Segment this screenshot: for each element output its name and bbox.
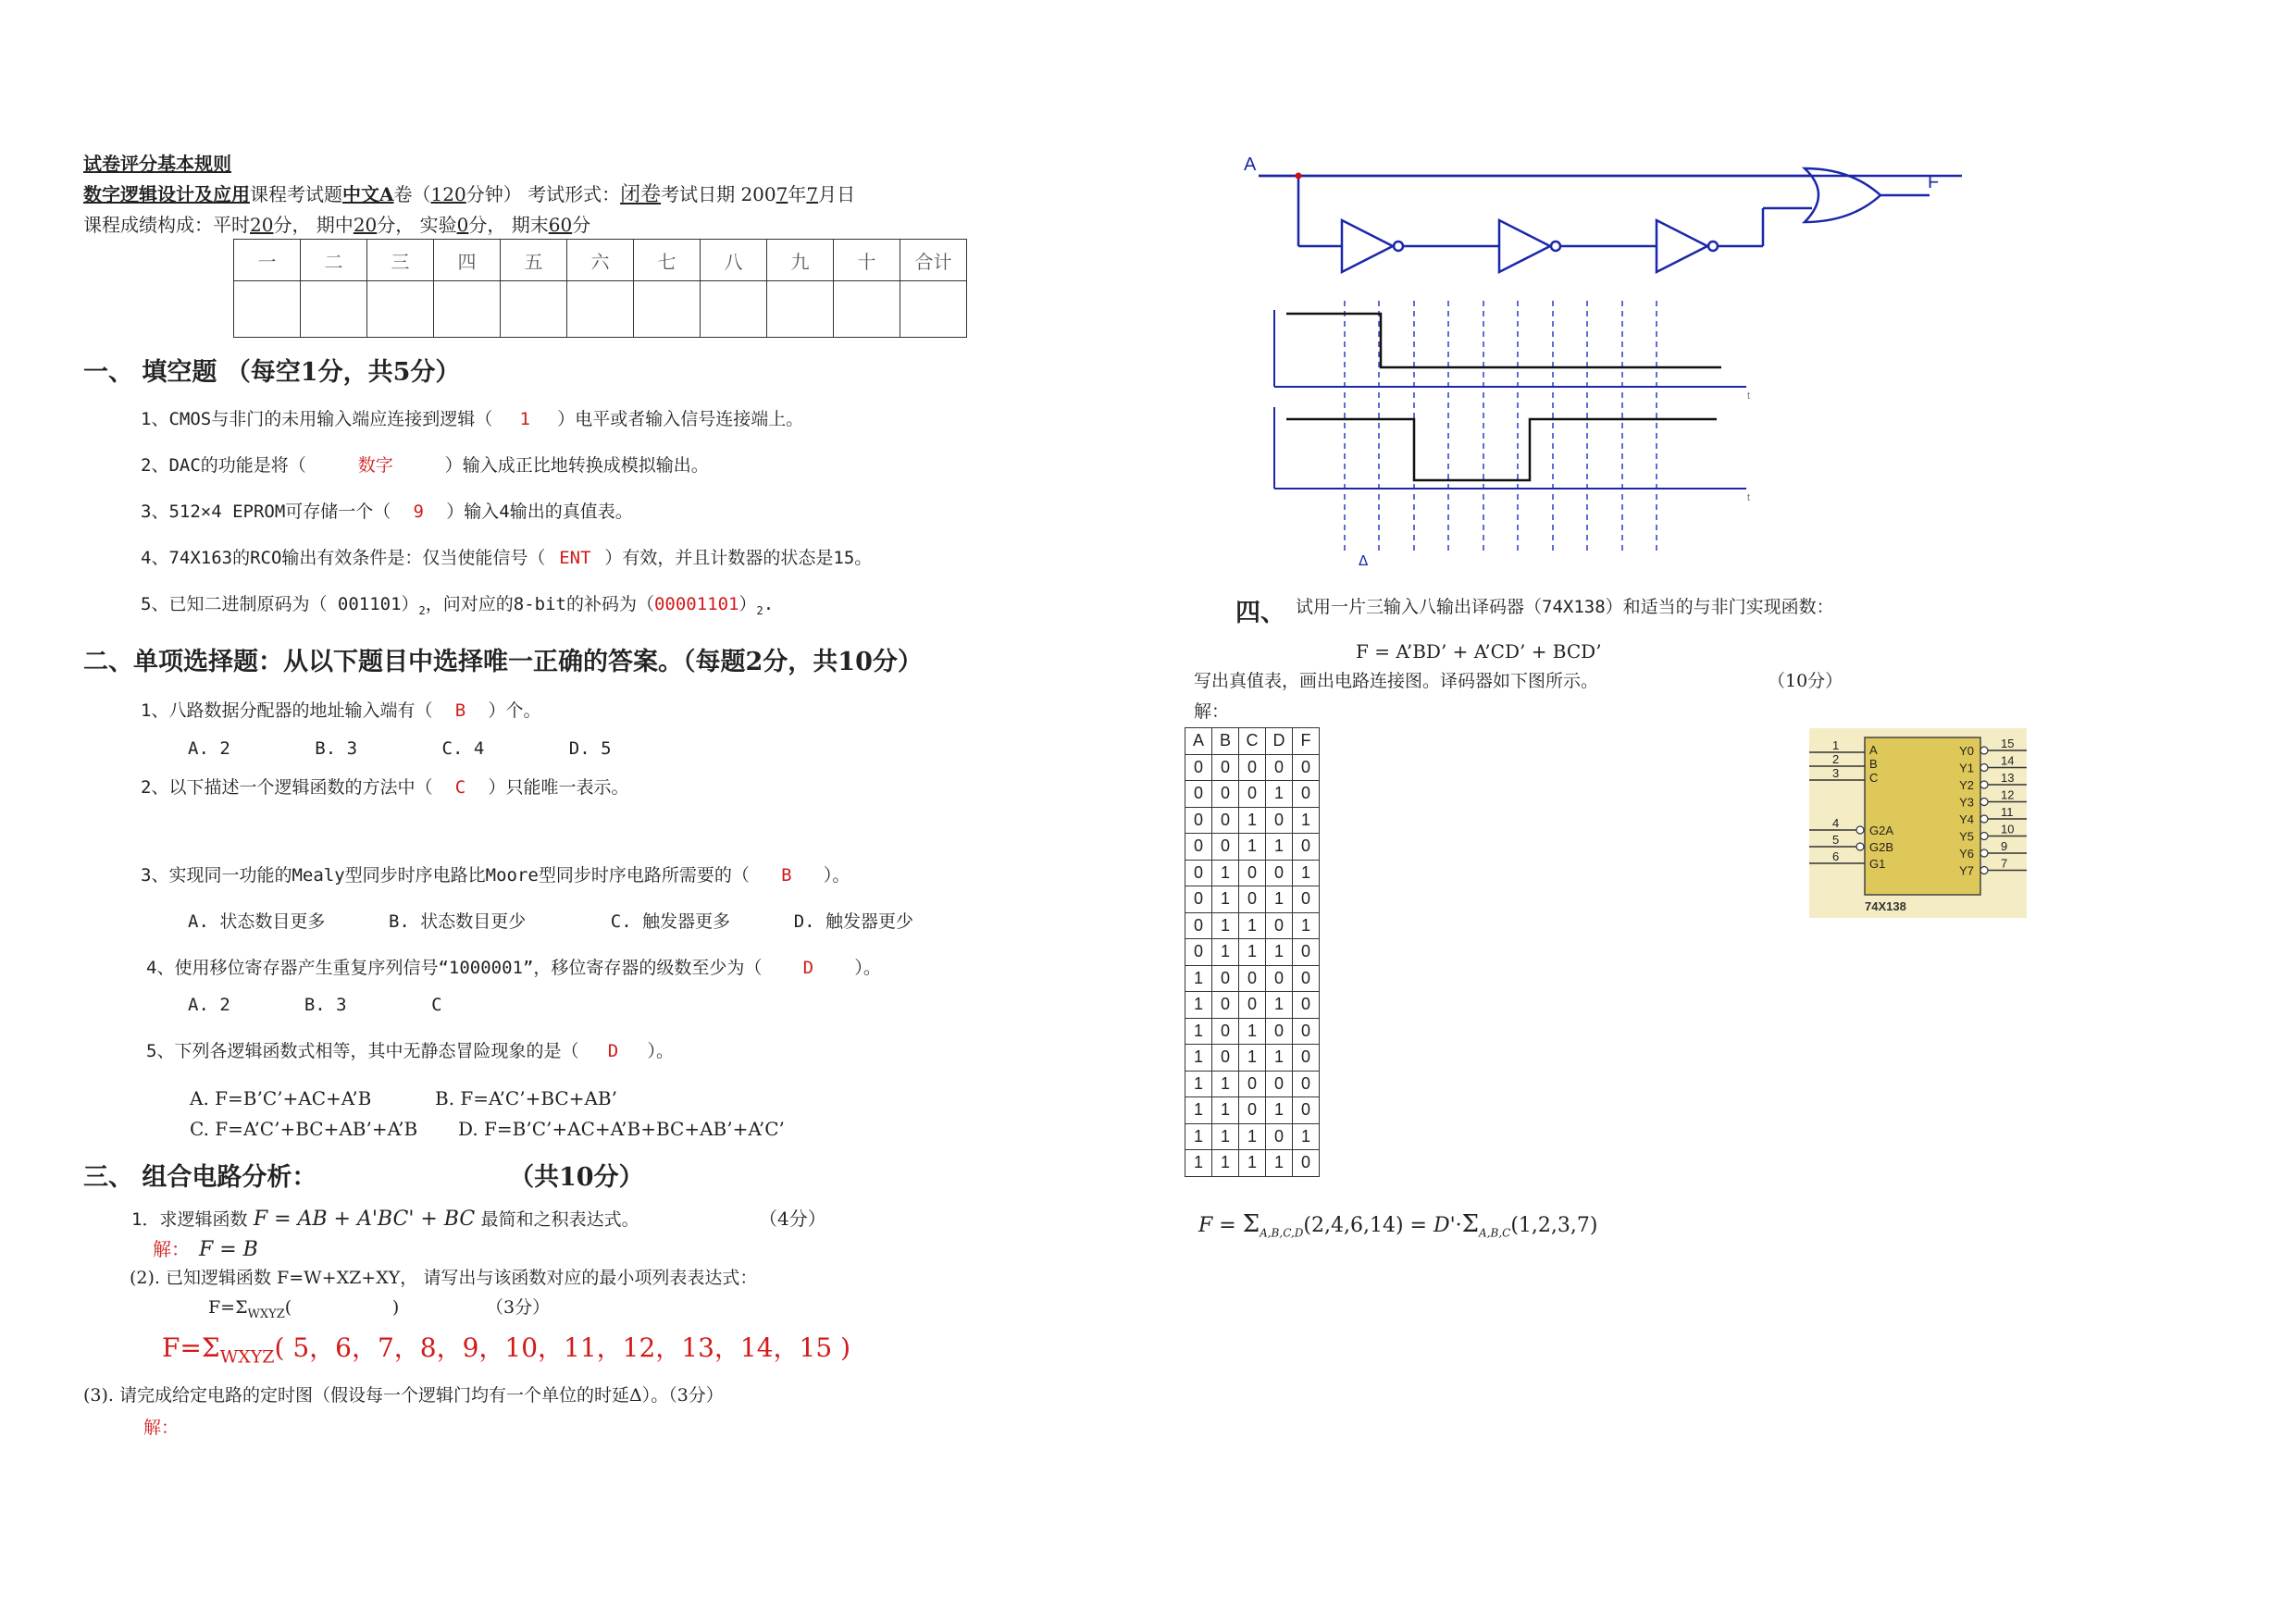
truth-table-row (1185, 781, 1320, 808)
decoder-output-label: Y1 (1959, 761, 1974, 775)
truth-cell: 1 (1293, 1123, 1320, 1150)
s3-q1: 1．求逻辑函数 F = AB + A'BC' + BC 最简和之积表达式。 (131, 1208, 639, 1231)
timing-diagram (1259, 291, 1777, 569)
truth-cell: 0 (1212, 1018, 1239, 1045)
s2-q2-answer: C (454, 777, 466, 798)
s3-q3-answer-label: 解： (143, 1418, 180, 1438)
score-input-cell[interactable] (900, 281, 967, 338)
s1-q3-answer: 9 (413, 502, 424, 522)
truth-cell: 0 (1293, 1045, 1320, 1072)
truth-cell: 1 (1185, 1071, 1212, 1097)
truth-cell: 1 (1239, 939, 1266, 966)
truth-cell: 1 (1293, 860, 1320, 886)
truth-cell: 0 (1266, 860, 1293, 886)
truth-cell: 1 (1239, 834, 1266, 861)
truth-cell: 0 (1212, 992, 1239, 1019)
truth-cell: 1 (1185, 1045, 1212, 1072)
truth-cell: 0 (1293, 754, 1320, 781)
score-input-cell[interactable] (501, 281, 567, 338)
score-header-cell: 一 (234, 240, 301, 281)
truth-cell: 1 (1266, 834, 1293, 861)
truth-cell: 0 (1212, 754, 1239, 781)
truth-cell: 1 (1185, 1123, 1212, 1150)
truth-cell: 1 (1293, 807, 1320, 834)
s4-score: （10分） (1768, 671, 1843, 691)
s4-function: F = A’BD’ + A’CD’ + BCD’ (1356, 640, 1602, 663)
truth-cell: 1 (1239, 1150, 1266, 1177)
truth-cell: 1 (1212, 886, 1239, 913)
t-axis-label-2: t (1747, 492, 1751, 503)
score-input-cell[interactable] (301, 281, 367, 338)
truth-cell: 0 (1266, 807, 1293, 834)
truth-table-row (1185, 886, 1320, 913)
truth-cell: 1 (1239, 1018, 1266, 1045)
truth-table-row (1185, 965, 1320, 992)
score-header-cell: 七 (634, 240, 701, 281)
s2-q5-option-a: A. F=B’C’+AC+A’B (190, 1087, 372, 1109)
s3-q1-answer: 解： F = B (153, 1238, 258, 1261)
truth-cell: 1 (1185, 992, 1212, 1019)
truth-cell: 0 (1266, 754, 1293, 781)
score-header-cell: 九 (767, 240, 834, 281)
truth-cell: 1 (1266, 992, 1293, 1019)
truth-cell: 1 (1185, 965, 1212, 992)
s1-q4: 4、74X163的RCO输出有效条件是：仅当使能信号（ ENT ）有效，并且计数器的状态是15。 (141, 548, 873, 568)
truth-cell: 0 (1293, 1097, 1320, 1124)
s1-q1-answer: 1 (519, 409, 530, 429)
truth-table-row (1185, 992, 1320, 1019)
truth-table-row (1185, 807, 1320, 834)
truth-cell: 0 (1239, 781, 1266, 808)
s3-q2: (2). 已知逻辑函数 F=W+XZ+XY， 请写出与该函数对应的最小项列表表达式： (130, 1268, 758, 1288)
truth-cell: 1 (1185, 1018, 1212, 1045)
s3-q1-expression: F = AB + A'BC' + BC (253, 1208, 476, 1231)
truth-cell: 0 (1239, 754, 1266, 781)
t-axis-label-1: t (1747, 390, 1751, 402)
truth-cell: 1 (1266, 781, 1293, 808)
truth-header-cell: D (1266, 728, 1293, 755)
s4-result-expression: $F = \Sigma_{A,B,C,D}(2,4,6,14) = D'\cdot\Sigma_{A,B,C}(1,2,3,7)$ (1198, 1210, 1598, 1240)
truth-cell: 0 (1185, 912, 1212, 939)
score-input-cell[interactable] (634, 281, 701, 338)
truth-cell: 0 (1293, 1150, 1320, 1177)
truth-cell: 0 (1212, 807, 1239, 834)
s2-q3-options: A. 状态数目更多 B. 状态数目更少 C. 触发器更多 D. 触发器更少 (188, 911, 914, 932)
score-input-cell[interactable] (234, 281, 301, 338)
circuit-input-label: A (1244, 155, 1257, 175)
s2-q4: 4、使用移位寄存器产生重复序列信号“1000001”，移位寄存器的级数至少为（ D ）。 (146, 958, 881, 978)
section1-title: 一、 填空题 （每空1分，共5分） (83, 358, 461, 387)
s4-instruction: 写出真值表，画出电路连接图。译码器如下图所示。 (1194, 671, 1599, 691)
truth-table-row (1185, 1071, 1320, 1097)
decoder-enable-pin-number: 5 (1832, 833, 1840, 847)
truth-cell: 1 (1293, 912, 1320, 939)
truth-cell: 0 (1212, 781, 1239, 808)
s2-q1-options: A. 2 B. 3 C. 4 D. 5 (188, 738, 612, 759)
section4-title: 四、 (1235, 599, 1285, 627)
decoder-input-pin-number: 2 (1832, 752, 1840, 766)
decoder-74x138 (1809, 728, 2027, 918)
truth-cell: 0 (1293, 834, 1320, 861)
truth-cell: 1 (1185, 1150, 1212, 1177)
truth-table-row (1185, 1150, 1320, 1177)
truth-cell: 1 (1266, 1150, 1293, 1177)
s1-q2: 2、DAC的功能是将（ 数字 ）输入成正比地转换成模拟输出。 (141, 455, 709, 476)
truth-cell: 0 (1293, 886, 1320, 913)
truth-cell: 0 (1185, 754, 1212, 781)
decoder-output-pin-number: 13 (2001, 771, 2015, 785)
s1-q4-answer: ENT (559, 548, 591, 568)
exam-title: 试卷评分基本规则 (83, 153, 231, 175)
score-header-cell: 十 (834, 240, 900, 281)
score-input-cell[interactable] (834, 281, 900, 338)
truth-table-row (1185, 1045, 1320, 1072)
s2-q5-option-b: B. F=A’C’+BC+AB’ (435, 1087, 617, 1109)
truth-cell: 0 (1239, 1071, 1266, 1097)
truth-cell: 0 (1212, 965, 1239, 992)
s4-answer-label: 解： (1194, 701, 1230, 722)
decoder-output-label: Y7 (1959, 863, 1974, 878)
score-header-cell: 八 (701, 240, 767, 281)
truth-cell: 0 (1185, 781, 1212, 808)
truth-cell: 1 (1212, 1097, 1239, 1124)
truth-cell: 1 (1212, 1123, 1239, 1150)
truth-cell: 0 (1266, 912, 1293, 939)
s3-q3: (3). 请完成给定电路的定时图（假设每一个逻辑门均有一个单位的时延Δ）。（3分） (83, 1385, 724, 1406)
truth-table-row (1185, 1097, 1320, 1124)
truth-cell: 0 (1185, 860, 1212, 886)
score-header-cell: 三 (367, 240, 434, 281)
truth-cell: 0 (1185, 807, 1212, 834)
decoder-output-pin-number: 7 (2001, 856, 2008, 871)
decoder-output-pin-number: 10 (2001, 822, 2015, 836)
decoder-enable-pin-number: 4 (1832, 816, 1840, 830)
score-input-cell[interactable] (567, 281, 634, 338)
truth-header-cell: A (1185, 728, 1212, 755)
exam-info-line: 数字逻辑设计及应用课程考试题中文A卷（120分钟） 考试形式：闭卷考试日期 2007年7月日 (83, 183, 856, 206)
decoder-input-pin-number: 1 (1832, 738, 1840, 752)
score-input-cell[interactable] (434, 281, 501, 338)
decoder-output-pin-number: 9 (2001, 839, 2008, 853)
s3-q2-answer: $F=\Sigma_{WXYZ}$( 5，6，7，8，9，10，11，12，13，14，15 ) (162, 1332, 850, 1368)
truth-cell: 1 (1239, 912, 1266, 939)
decoder-output-label: Y0 (1959, 744, 1974, 758)
truth-cell: 1 (1185, 1097, 1212, 1124)
truth-cell: 0 (1239, 1097, 1266, 1124)
truth-cell: 1 (1212, 912, 1239, 939)
s1-q5: 5、已知二进制原码为（ $001101)_2$，问对应的8-bit的补码为$(00001101)_2$. (141, 594, 775, 617)
truth-cell: 1 (1212, 1071, 1239, 1097)
decoder-output-label: Y5 (1959, 829, 1974, 844)
truth-cell: 0 (1293, 1071, 1320, 1097)
truth-cell: 0 (1293, 965, 1320, 992)
decoder-output-pin-number: 15 (2001, 737, 2015, 750)
decoder-input-pin-number: 3 (1832, 766, 1840, 780)
decoder-chip-name: 74X138 (1865, 899, 1906, 913)
s3-q1-score: （4分） (759, 1208, 826, 1230)
truth-cell: 0 (1266, 1071, 1293, 1097)
score-table (233, 239, 967, 338)
s1-q2-answer: 数字 (357, 455, 393, 476)
score-header-cell: 六 (567, 240, 634, 281)
s2-q5-answer: D (607, 1041, 619, 1061)
s2-q4-options: A. 2 B. 3 C (188, 995, 442, 1015)
score-header-cell: 四 (434, 240, 501, 281)
circuit-output-label: F (1928, 172, 1940, 192)
grade-composition: 课程成绩构成：平时20分， 期中20分， 实验0分， 期末60分 (83, 214, 591, 236)
truth-cell: 0 (1293, 992, 1320, 1019)
truth-table-row (1185, 860, 1320, 886)
truth-cell: 1 (1212, 939, 1239, 966)
truth-cell: 0 (1239, 965, 1266, 992)
decoder-output-label: Y2 (1959, 778, 1974, 792)
score-input-cell[interactable] (367, 281, 434, 338)
truth-table-row (1185, 834, 1320, 861)
s1-q3: 3、512×4 EPROM可存储一个（ 9 ）输入4输出的真值表。 (141, 502, 633, 522)
truth-cell: 0 (1212, 1045, 1239, 1072)
truth-header-cell: B (1212, 728, 1239, 755)
decoder-output-label: Y6 (1959, 847, 1974, 861)
truth-cell: 0 (1293, 1018, 1320, 1045)
s1-q5-answer: 00001101 (653, 594, 739, 614)
decoder-output-pin-number: 12 (2001, 787, 2015, 802)
score-header-cell: 二 (301, 240, 367, 281)
score-header-cell: 五 (501, 240, 567, 281)
decoder-input-label: B (1869, 757, 1878, 771)
s2-q4-answer: D (802, 958, 814, 978)
s2-q1: 1、八路数据分配器的地址输入端有（ B ）个。 (141, 700, 541, 721)
truth-cell: 0 (1266, 1123, 1293, 1150)
s3-q2-form: $F=\Sigma_{WXYZ}$( ) (208, 1297, 400, 1321)
truth-cell: 1 (1266, 886, 1293, 913)
truth-table-row (1185, 754, 1320, 781)
section3-title: 三、 组合电路分析： (83, 1163, 317, 1192)
truth-cell: 0 (1293, 939, 1320, 966)
s4-text: 试用一片三输入八输出译码器（74X138）和适当的与非门实现函数： (1296, 597, 1834, 617)
truth-cell: 0 (1239, 860, 1266, 886)
s2-q2: 2、以下描述一个逻辑函数的方法中（ C ）只能唯一表示。 (141, 777, 629, 798)
truth-table-row (1185, 912, 1320, 939)
decoder-output-label: Y4 (1959, 812, 1974, 826)
score-input-cell[interactable] (701, 281, 767, 338)
decoder-enable-label: G1 (1869, 857, 1886, 871)
s2-q3-answer: B (781, 865, 792, 886)
score-header-cell: 合计 (900, 240, 967, 281)
truth-table-row (1185, 1018, 1320, 1045)
score-input-cell[interactable] (767, 281, 834, 338)
section3-points: （共10分） (509, 1163, 644, 1192)
truth-header-cell: F (1293, 728, 1320, 755)
s2-q3: 3、实现同一功能的Mealy型同步时序电路比Moore型同步时序电路所需要的（ B ）。 (141, 865, 850, 886)
truth-cell: 1 (1239, 1045, 1266, 1072)
truth-cell: 0 (1239, 992, 1266, 1019)
truth-table-row (1185, 939, 1320, 966)
truth-cell: 1 (1266, 1045, 1293, 1072)
decoder-output-label: Y3 (1959, 795, 1974, 810)
section2-title: 二、单项选择题：从以下题目中选择唯一正确的答案。（每题2分，共10分） (83, 648, 923, 676)
truth-cell: 0 (1266, 1018, 1293, 1045)
truth-cell: 1 (1266, 939, 1293, 966)
truth-cell: 0 (1266, 965, 1293, 992)
decoder-enable-label: G2B (1869, 840, 1894, 854)
s2-q5-option-c: C. F=A’C’+BC+AB’+A’B (190, 1118, 418, 1140)
decoder-input-label: A (1869, 743, 1878, 757)
s2-q5-option-d: D. F=B’C’+AC+A’B+BC+AB’+A’C’ (458, 1118, 785, 1140)
s1-q1: 1、CMOS与非门的未用输入端应连接到逻辑（ 1 ）电平或者输入信号连接端上。 (141, 409, 804, 429)
truth-cell: 1 (1212, 1150, 1239, 1177)
truth-cell: 0 (1293, 781, 1320, 808)
truth-cell: 1 (1212, 860, 1239, 886)
truth-cell: 1 (1239, 1123, 1266, 1150)
decoder-input-label: C (1869, 771, 1879, 785)
s2-q5: 5、下列各逻辑函数式相等，其中无静态冒险现象的是（ D ）。 (146, 1041, 674, 1061)
truth-cell: 0 (1185, 939, 1212, 966)
decoder-enable-label: G2A (1869, 824, 1894, 837)
truth-cell: 0 (1239, 886, 1266, 913)
decoder-output-pin-number: 11 (2001, 805, 2014, 819)
delta-label: Δ (1359, 552, 1369, 569)
truth-header-cell: C (1239, 728, 1266, 755)
s3-q2-score: （3分） (486, 1297, 551, 1318)
truth-cell: 0 (1212, 834, 1239, 861)
truth-table-row (1185, 1123, 1320, 1150)
truth-cell: 0 (1185, 886, 1212, 913)
s2-q1-answer: B (454, 700, 466, 721)
decoder-enable-pin-number: 6 (1832, 849, 1840, 863)
decoder-output-pin-number: 14 (2001, 753, 2015, 768)
truth-table (1185, 727, 1320, 1177)
truth-cell: 1 (1239, 807, 1266, 834)
truth-cell: 0 (1185, 834, 1212, 861)
truth-cell: 1 (1266, 1097, 1293, 1124)
